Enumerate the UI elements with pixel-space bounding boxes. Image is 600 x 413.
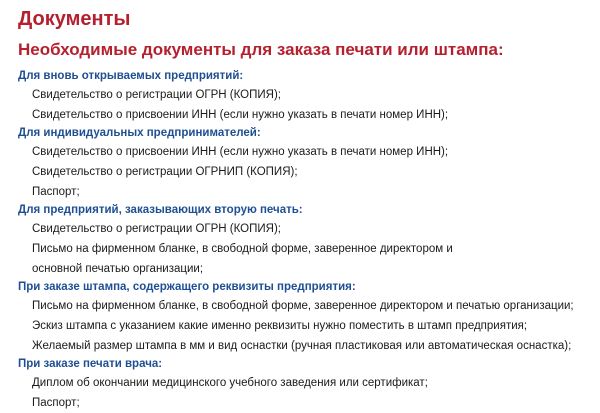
section-heading: Для вновь открываемых предприятий: [18,70,244,82]
list-item: Письмо на фирменном бланке, в свободной форме, заверенное директором и [32,243,453,255]
list-item: Свидетельство о регистрации ОГРНИП (КОПИЯ); [32,166,298,178]
list-item: Свидетельство о присвоении ИНН (если нужно указать в печати номер ИНН); [32,109,449,121]
list-item: Желаемый размер штампа в мм и вид оснастки (ручная пластиковая или автоматическая оснастка); [32,340,572,352]
section-stamp-with-details [0,279,600,356]
section-second-stamp [0,202,600,279]
sections-list [0,68,600,413]
section-heading: При заказе штампа, содержащего реквизиты предприятия: [18,281,356,293]
list-item: Свидетельство о регистрации ОГРН (КОПИЯ); [32,223,281,235]
section-heading: Для индивидуальных предпринимателей: [18,127,261,139]
page-title: Документы [18,8,131,30]
section-new-enterprises [0,68,600,125]
list-item: Письмо на фирменном бланке, в свободной форме, заверенное директором и печатью организации; [32,300,574,312]
list-item: Свидетельство о присвоении ИНН (если нужно указать в печати номер ИНН); [32,146,449,158]
section-heading: При заказе печати врача: [18,358,163,370]
list-item: Диплом об окончании медицинского учебного заведения или сертификат; [32,377,428,389]
list-item: Паспорт; [32,397,80,409]
section-individual-entrepreneurs [0,125,600,202]
list-item: основной печатью организации; [32,263,204,275]
section-heading: Для предприятий, заказывающих вторую печать: [18,204,303,216]
list-item: Паспорт; [32,186,80,198]
list-item: Эскиз штампа с указанием какие именно реквизиты нужно поместить в штамп предприятия; [32,320,528,332]
section-doctor-stamp [0,356,600,413]
page-subtitle: Необходимые документы для заказа печати или штампа: [18,40,504,59]
list-item: Свидетельство о регистрации ОГРН (КОПИЯ); [32,89,281,101]
